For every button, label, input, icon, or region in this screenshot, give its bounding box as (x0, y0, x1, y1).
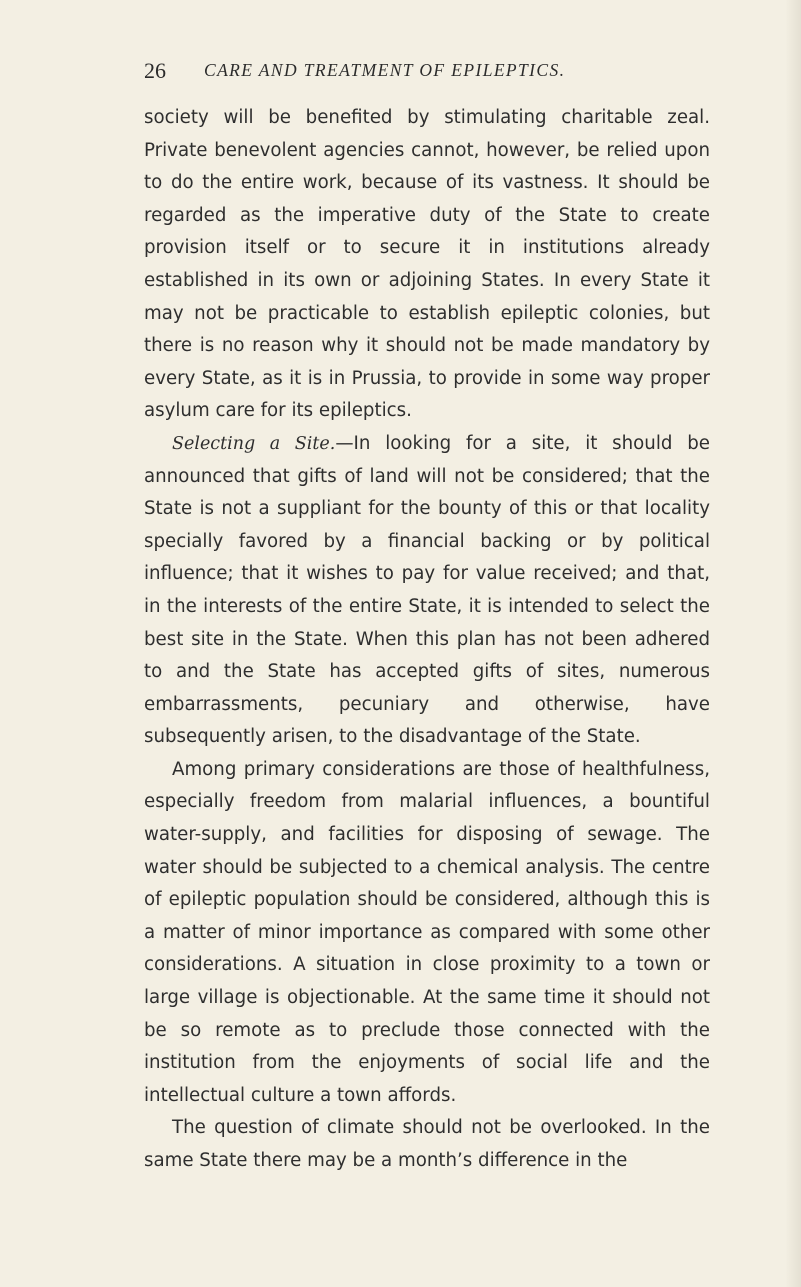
paragraph-3-text: Among primary considerations are those of healthfulness, especially freedom from malarial influences, a bountiful water-supply, and facilities for disposing of sewage. The water should be subjected to a chemical analysis. The centre of epileptic population should be considered, although this is a matter of minor importance as compared with some other considerations. A situation in close proximity to a town or large village is objectionable. At the same time it should not be so remote as to preclude those connected with the institution from the enjoyments of social life and the intellectual culture a town affords. (144, 758, 710, 1106)
running-head (144, 58, 704, 88)
paragraph-2-text: —In looking for a site, it should be announced that gifts of land will not be considered; that the State is not a suppliant for the bounty of this or that locality specially favored by a financial backing or by political influence; that it wishes to pay for value received; and that, in the interests of the entire State, it is intended to select the best site in the State. When this plan has not been adhered to and the State has accepted gifts of sites, numerous embarrassments, pecuniary and otherwise, have subsequently arisen, to the disadvantage of the State. (144, 432, 710, 748)
paragraph-1-text: society will be benefited by stimulating charitable zeal. Private benevolent agencies cannot, however, be relied upon to do the entire work, because of its vastness. It should be regarded as the imperative duty of the State to create provision itself or to secure it in institutions already established in its own or adjoining States. In every State it may not be practicable to establish epileptic colonies, but there is no reason why it should not be made mandatory by every State, as it is in Prussia, to provide in some way proper asylum care for its epileptics. (144, 107, 710, 422)
paragraph-4-text: The question of climate should not be overlooked. In the same State there may be a month’s difference in the (144, 1117, 710, 1171)
page-edge-shadow (785, 0, 801, 1287)
page-number: 26 (144, 58, 166, 83)
paragraph-4 (144, 1112, 710, 1177)
paragraph-1 (144, 102, 710, 428)
running-title: CARE AND TREATMENT OF EPILEPTICS. (204, 60, 566, 80)
paragraph-3 (144, 754, 710, 1113)
body-text (144, 102, 710, 1178)
paragraph-2 (144, 428, 710, 754)
section-lead-selecting-a-site: Selecting a Site. (172, 433, 336, 454)
